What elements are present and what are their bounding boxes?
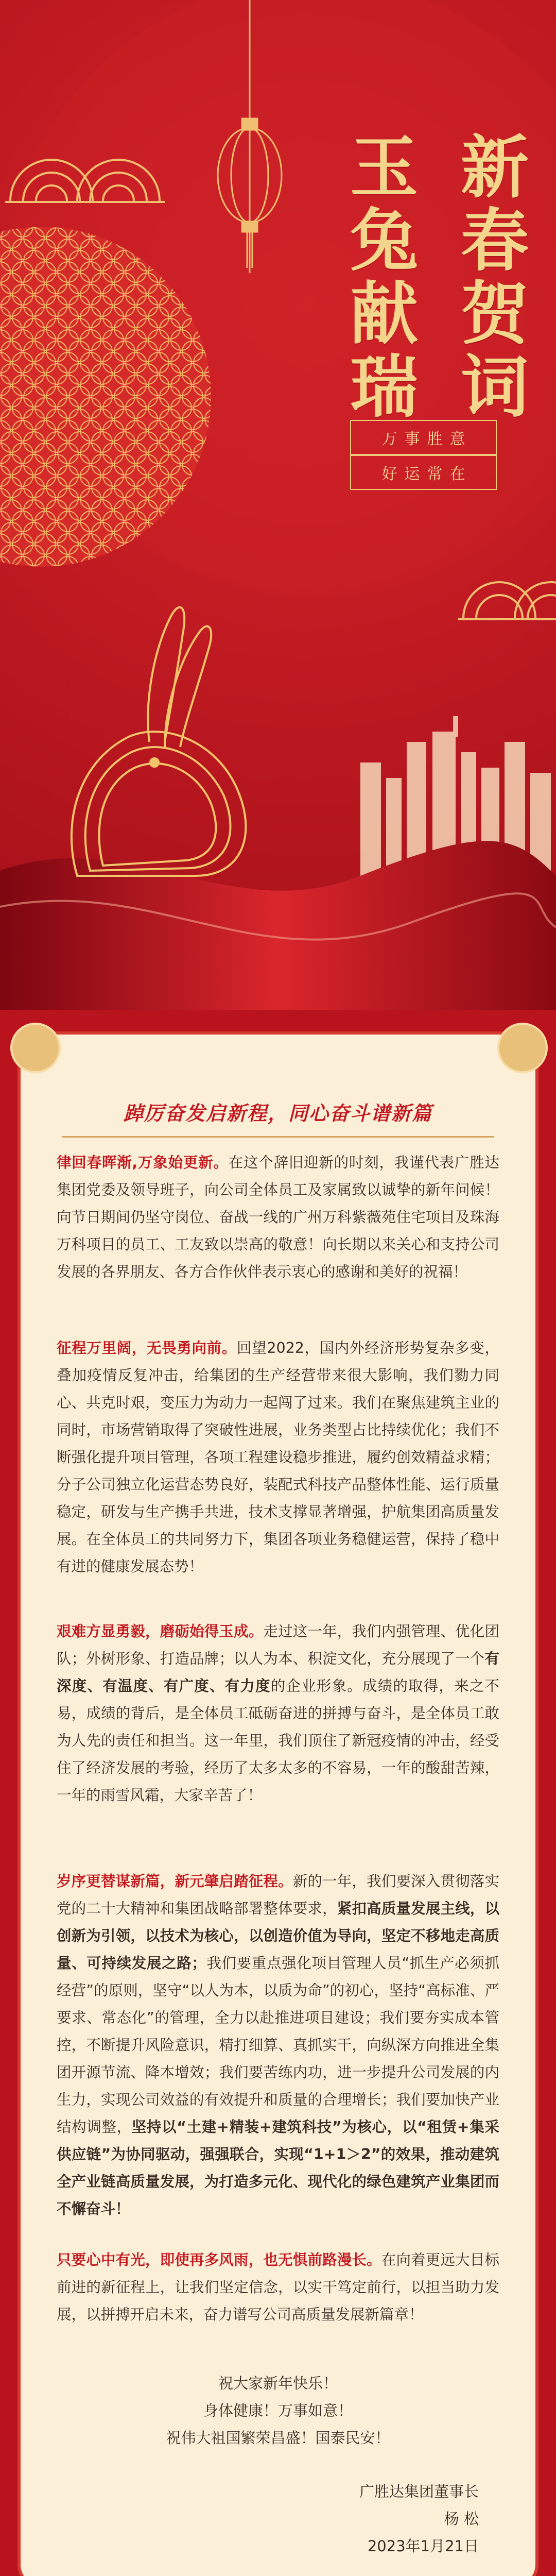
paragraph-2 [57, 1334, 499, 1580]
letter-heading: 踔厉奋发启新程，同心奋斗谱新篇 [123, 1101, 432, 1125]
paragraph-lead: 律回春晖渐,万象始更新。 [57, 1154, 229, 1171]
paragraph-4 [57, 1868, 499, 2223]
paragraph-text: 回望2022，国内外经济形势复杂多变，叠加疫情反复冲击，给集团的生产经营带来很大影响，我们勠力同心、共克时艰，变压力为动力一起闯了过来。我们在聚焦建筑主业的同时，市场营销取得了突破性进展，业务类型占比持续优化；我们不断强化提升项目管理，各项工程建设稳步推进，履约创效精益求精；分子公司独立化运营态势良好，装配式科技产品整体性能、运行质量稳定，研发与生产携手共进，技术支撑显著增强，护航集团高质量发展。在全体员工的共同努力下，集团各项业务稳健运营，保持了稳中有进的健康发展态势！ [57, 1340, 499, 1575]
motto-line-1: 万事胜意 [350, 420, 497, 455]
paragraph-text: 的企业形象。成绩的取得，来之不易，成绩的背后，是全体员工砥砺奋进的拼搏与奋斗，是全体员工敢为人先的责任和担当。这一年里，我们顶住了新冠疫情的冲击，经受住了经济发展的考验，经历了太多太多的不容易，一年的酸甜苦辣，一年的雨雪风霜，大家辛苦了！ [57, 1677, 499, 1804]
greeting-3: 祝伟大祖国繁荣昌盛！国泰民安！ [166, 2429, 390, 2447]
paragraph-lead: 岁序更替谋新篇，新元肇启踏征程。 [57, 1873, 293, 1890]
title-new-year-greeting: 新春贺词 [461, 128, 529, 427]
paragraph-lead: 只要心中有光，即使再多风雨，也无惧前路漫长。 [57, 2251, 381, 2268]
paragraph-emphasis: 有深度、有温度、有广度、有力度 [57, 1650, 499, 1694]
paragraph-text: 新的一年，我们要深入贯彻落实党的二十大精神和集团战略部署整体要求， [57, 1873, 499, 1917]
letter-date: 2023年1月21日 [367, 2537, 479, 2555]
paragraph-3 [57, 1618, 499, 1809]
heading-divider [62, 1136, 494, 1138]
motto-line-2: 好运常在 [350, 455, 497, 490]
paragraph-text: 在向着更远大目标前进的新征程上，让我们坚定信念，以实干笃定前行，以担当助力发展，以拼搏开启未来，奋力谱写公司高质量发展新篇章！ [57, 2251, 499, 2323]
paragraph-text: 在这个辞旧迎新的时刻，我谨代表广胜达集团党委及领导班子，向公司全体员工及家属致以诚挚的新年问候！向节日期间仍坚守岗位、奋战一线的广州万科紫薇苑住宅项目及珠海万科项目的员工、工友致以崇高的敬意！向长期以来关心和支持公司发展的各界朋友、各方合作伙伴表示衷心的感谢和美好的祝福！ [57, 1154, 499, 1280]
paragraph-text: 我们要重点强化项目管理人员“抓生产必须抓经营”的原则，坚守“以人为本，以质为命”的初心，坚持“高标准、严要求、常态化”的管理，全力以赴推进项目建设；我们要夯实成本管控，不断提升风险意识，精打细算、真抓实干，向纵深方向推进全集团开源节流、降本增效；我们要苦练内功，进一步提升公司发展的内生力，实现公司效益的有效提升和质量的合理增长；我们要加快产业结构调整， [57, 1955, 499, 2136]
silk-ribbon [0, 841, 556, 1010]
paragraph-1 [57, 1149, 499, 1285]
cloud-icon-right [458, 582, 556, 619]
rabbit-icon [72, 607, 246, 876]
paragraph-text: 走过这一年，我们内强管理、优化团队；外树形象、打造品牌；以人为本、积淀文化，充分展现了一个 [57, 1623, 499, 1667]
paragraph-emphasis: 紧扣高质量发展主线，以创新为引领，以技术为核心，以创造价值为导向，坚定不移地走高质量、可持续发展之路； [57, 1900, 499, 1972]
paragraph-lead: 征程万里阔，无畏勇向前。 [57, 1340, 237, 1357]
signature-name: 杨 松 [444, 2510, 479, 2528]
paragraph-emphasis: 坚持以“土建+精装+建筑科技”为核心，以“租赁+集采供应链”为协同驱动，强强联合，实现“1+1＞2”的效果，推动建筑全产业链高质量发展，为打造多元化、现代化的绿色建筑产业集团而不懈奋斗！ [57, 2119, 499, 2217]
title-jade-rabbit: 玉兔献瑞 [350, 128, 418, 427]
corner-ornament-left-icon [10, 1023, 61, 1073]
signature-title: 广胜达集团董事长 [359, 2483, 479, 2500]
greeting-2: 身体健康！万事如意！ [203, 2402, 353, 2419]
paragraph-5 [57, 2246, 499, 2328]
greeting-1: 祝大家新年快乐！ [218, 2375, 338, 2392]
hero-banner [0, 0, 556, 1010]
paragraph-lead: 艰难方显勇毅，磨砺始得玉成。 [57, 1623, 264, 1640]
corner-ornament-right-icon [497, 1023, 548, 1073]
